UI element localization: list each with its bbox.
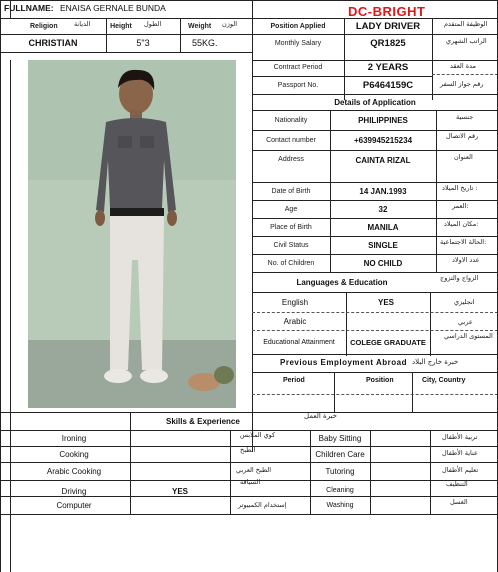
skill-cleaning-label: Cleaning bbox=[326, 486, 354, 494]
number-of-children-label: No. of Children bbox=[267, 259, 315, 267]
english-arabic-label: انجليزي bbox=[454, 298, 475, 306]
applicant-photo bbox=[28, 60, 236, 408]
date-of-birth-arabic-label: تاريخ الميلاد : bbox=[442, 184, 478, 192]
skill-children-care-label: Children Care bbox=[315, 449, 365, 459]
skill-tutoring-label: Tutoring bbox=[325, 466, 355, 476]
contract-period-value: 2 YEARS bbox=[367, 61, 409, 73]
position-applied-label: Position Applied bbox=[270, 22, 326, 30]
weight-arabic-label: الوزن bbox=[222, 20, 238, 28]
marriage-arabic-label: الزواج والتزوج bbox=[440, 274, 479, 282]
arabic-label: Arabic bbox=[283, 316, 307, 326]
arabic-value bbox=[346, 312, 426, 330]
skill-cooking-arabic-label: الطبخ bbox=[240, 446, 256, 454]
skill-washing-label: Washing bbox=[326, 501, 354, 509]
contact-number-value: +639945215234 bbox=[353, 135, 413, 145]
skill-arabic-cooking-label: Arabic Cooking bbox=[46, 466, 102, 476]
languages-education-title: Languages & Education bbox=[296, 277, 388, 287]
position-applied-value: LADY DRIVER bbox=[355, 20, 421, 32]
age-arabic-label: العمر: bbox=[452, 202, 469, 210]
skill-ironing-value bbox=[130, 430, 230, 446]
skill-computer-label: Computer bbox=[56, 500, 92, 510]
fullname-label: FULLNAME: bbox=[4, 3, 54, 13]
address-value: CAINTA RIZAL bbox=[355, 155, 411, 165]
place-of-birth-arabic-label: مكان الميلاد: bbox=[444, 220, 479, 228]
previous-employment-title: Previous Employment Abroad bbox=[280, 358, 407, 367]
height-arabic-label: الطول bbox=[144, 20, 162, 28]
nationality-arabic-label: جنسية bbox=[456, 113, 474, 121]
skills-experience-title: Skills & Experience bbox=[166, 417, 240, 426]
employment-period-header: Period bbox=[283, 377, 305, 384]
height-value: 5"3 bbox=[136, 38, 150, 48]
monthly-salary-value: QR1825 bbox=[370, 37, 406, 49]
skill-driving-arabic-label: السياقة bbox=[240, 478, 261, 486]
number-of-children-value: NO CHILD bbox=[363, 258, 403, 268]
weight-label: Weight bbox=[188, 22, 212, 30]
skill-driving-label: Driving bbox=[61, 486, 87, 496]
skill-computer-value bbox=[130, 496, 230, 514]
skill-baby-sitting-arabic-label: تربية الأطفال bbox=[442, 433, 478, 441]
number-of-children-arabic-label: عدد الاولاد bbox=[452, 256, 480, 264]
height-label: Height bbox=[110, 22, 132, 30]
contact-number-label: Contact number bbox=[266, 136, 316, 144]
passport-number-label: Passport No. bbox=[277, 81, 319, 89]
educational-attainment-arabic-label: المستوى الدراسي bbox=[444, 332, 493, 340]
skill-baby-sitting-label: Baby Sitting bbox=[318, 433, 362, 443]
contact-number-arabic-label: رقم الاتصال bbox=[446, 132, 479, 140]
employment-position-header: Position bbox=[366, 377, 394, 384]
passport-number-arabic-label: رقم جواز السفر bbox=[440, 80, 484, 88]
age-label: Age bbox=[284, 205, 298, 213]
place-of-birth-value: MANILA bbox=[367, 222, 399, 232]
contract-period-label: Contract Period bbox=[273, 63, 323, 71]
details-of-application-title: Details of Application bbox=[334, 97, 416, 107]
contract-period-arabic-label: مدة العقد bbox=[450, 62, 476, 70]
age-value: 32 bbox=[378, 204, 388, 214]
religion-value: CHRISTIAN bbox=[28, 38, 78, 48]
skill-children-care-arabic-label: عناية الأطفال bbox=[442, 449, 478, 457]
monthly-salary-label: Monthly Salary bbox=[274, 39, 322, 47]
passport-number-value: P6464159C bbox=[362, 79, 414, 91]
civil-status-arabic-label: الحالة الاجتماعية: bbox=[440, 238, 487, 246]
place-of-birth-label: Place of Birth bbox=[270, 223, 312, 231]
skill-cooking-label: Cooking bbox=[59, 449, 89, 459]
religion-arabic-label: الديانة bbox=[74, 20, 91, 28]
skill-arabic-cooking-value bbox=[130, 462, 230, 480]
nationality-label: Nationality bbox=[274, 116, 308, 124]
address-arabic-label: العنوان bbox=[454, 153, 473, 161]
educational-attainment-value: COLEGE GRADUATE bbox=[350, 337, 426, 347]
english-label: English bbox=[281, 297, 309, 307]
address-label: Address bbox=[278, 156, 304, 163]
skill-arabic-cooking-arabic-label: الطبخ العربي bbox=[236, 466, 272, 474]
skill-computer-arabic-label: إستخدام الكمبيوتر bbox=[238, 501, 287, 509]
skills-experience-arabic-title: خبرة العمل bbox=[304, 412, 337, 420]
monthly-salary-arabic-label: الراتب الشهري bbox=[446, 37, 487, 45]
skill-washing-arabic-label: الغسل bbox=[450, 498, 468, 506]
arabic-arabic-label: عربي bbox=[458, 318, 473, 326]
skill-ironing-label: Ironing bbox=[61, 433, 87, 443]
religion-label: Religion bbox=[30, 22, 58, 30]
previous-employment-arabic-title: خبرة خارج البلاد bbox=[412, 358, 459, 366]
skill-cleaning-arabic-label: التنظيف bbox=[446, 480, 468, 488]
weight-value: 55KG. bbox=[192, 38, 218, 48]
date-of-birth-label: Date of Birth bbox=[271, 187, 311, 195]
brand-logo-text: DC-BRIGHT bbox=[348, 4, 426, 19]
civil-status-label: Civil Status bbox=[273, 241, 309, 249]
skill-tutoring-arabic-label: تعليم الأطفال bbox=[442, 466, 479, 474]
english-value: YES bbox=[377, 297, 394, 307]
fullname-value: ENAISA GERNALE BUNDA bbox=[60, 3, 166, 13]
civil-status-value: SINGLE bbox=[368, 240, 398, 250]
skill-driving-value: YES bbox=[171, 486, 188, 496]
nationality-value: PHILIPPINES bbox=[358, 115, 408, 125]
educational-attainment-label: Educational Attainment bbox=[263, 338, 335, 346]
date-of-birth-value: 14 JAN.1993 bbox=[359, 186, 407, 196]
position-applied-arabic-label: الوظيفة المتقدم bbox=[444, 20, 488, 28]
skill-cooking-value bbox=[130, 446, 230, 462]
employment-city-country-header: City, Country bbox=[422, 377, 466, 384]
skill-ironing-arabic-label: كوي الملابس bbox=[240, 431, 276, 439]
